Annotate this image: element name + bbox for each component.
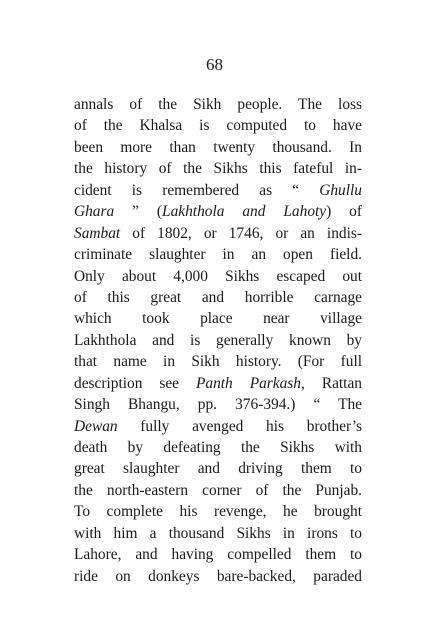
text-segment: cident is remembered as “ [74, 181, 320, 199]
text-line [74, 501, 362, 522]
text-segment: the history of the Sikhs this fateful in- [74, 160, 362, 178]
italic-text-segment: Panth Parkash [195, 374, 301, 392]
text-segment: ride on donkeys bare-backed, paraded [74, 567, 362, 585]
text-segment: To complete his revenge, he brought [74, 503, 362, 521]
text-line [74, 308, 362, 329]
text-segment: description see [74, 374, 196, 392]
text-segment: the north-eastern corner of the Punjab. [74, 481, 362, 499]
text-line [74, 115, 362, 136]
italic-text-segment: Dewan [74, 417, 118, 435]
text-line [74, 287, 362, 308]
text-line [74, 223, 362, 244]
text-segment: ) of [326, 203, 362, 221]
italic-text-segment: Lakhthola and Lahoty [162, 203, 327, 221]
text-line [74, 437, 362, 458]
text-line [74, 201, 362, 222]
body-text [74, 94, 362, 587]
page-number: 68 [206, 55, 223, 74]
text-segment: with him a thousand Sikhs in irons to [74, 524, 362, 542]
text-line [74, 266, 362, 287]
italic-text-segment: Ghara [74, 203, 115, 221]
text-segment: that name in Sikh history. (For full [74, 353, 362, 371]
text-segment: great slaughter and driving them to [74, 460, 362, 478]
text-segment: annals of the Sikh people. The loss [74, 96, 362, 113]
text-segment: of this great and horrible carnage [74, 288, 362, 306]
text-line [74, 566, 362, 587]
text-line [74, 394, 362, 415]
text-segment: criminate slaughter in an open field. [74, 246, 362, 264]
text-segment: Lakhthola and is generally known by [74, 331, 362, 349]
text-line [74, 523, 362, 544]
text-segment: of 1802, or 1746, or an indis- [120, 224, 362, 242]
text-segment: death by defeating the Sikhs with [74, 439, 362, 456]
text-segment: Singh Bhangu, pp. 376-394.) “ The [74, 396, 362, 414]
text-line [74, 458, 362, 479]
text-line [74, 94, 362, 115]
text-line [74, 180, 362, 201]
text-segment: been more than twenty thousand. In [74, 138, 362, 156]
text-line [74, 244, 362, 265]
italic-text-segment: Ghullu [319, 181, 362, 199]
text-line [74, 158, 362, 179]
text-line [74, 480, 362, 501]
text-segment: Only about 4,000 Sikhs escaped out [74, 267, 362, 285]
text-line [74, 351, 362, 372]
text-segment: fully avenged his brother’s [117, 417, 362, 435]
text-segment: Lahore, and having compelled them to [74, 546, 362, 564]
text-line [74, 137, 362, 158]
text-line [74, 416, 362, 437]
text-line [74, 373, 362, 394]
italic-text-segment: Sambat [74, 224, 121, 242]
text-segment: , Rattan [301, 374, 362, 392]
text-segment: of the Khalsa is computed to have [74, 117, 362, 135]
text-line [74, 544, 362, 565]
text-segment: ” ( [114, 203, 163, 221]
text-line [74, 330, 362, 351]
text-segment: which took place near village [74, 310, 362, 328]
